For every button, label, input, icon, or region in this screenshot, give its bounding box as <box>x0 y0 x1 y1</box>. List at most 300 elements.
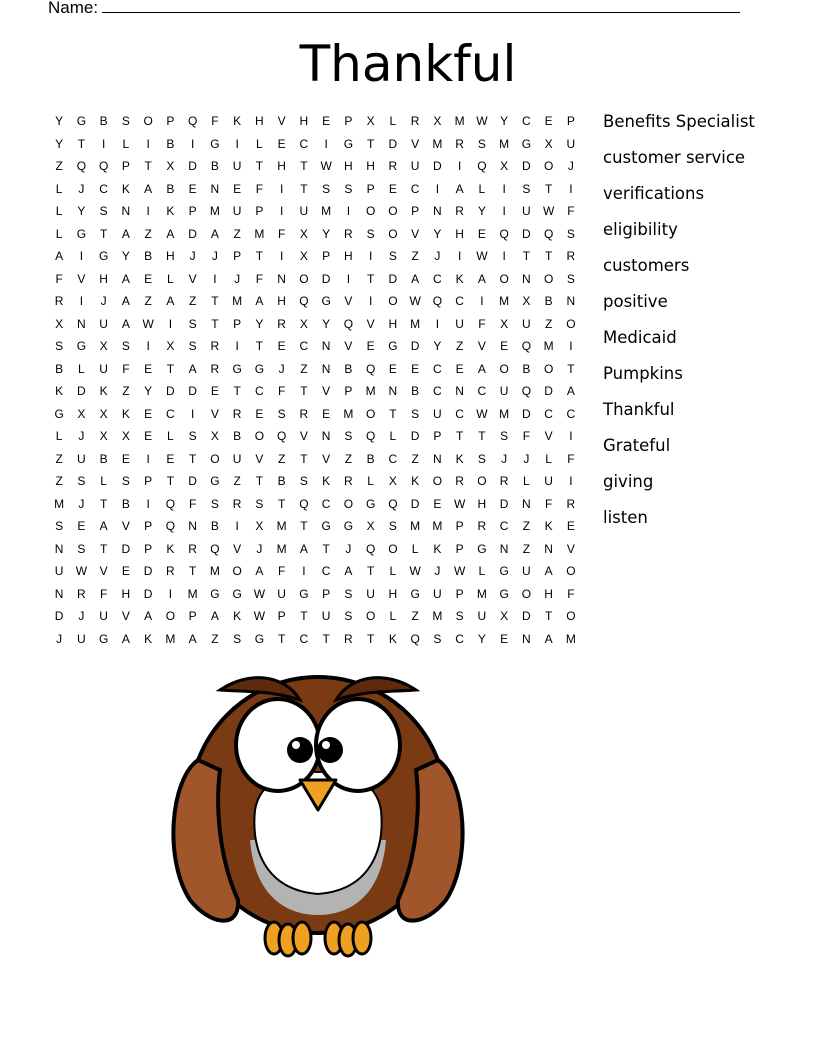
grid-letter: B <box>166 136 175 151</box>
grid-letter: P <box>188 609 197 623</box>
grid-letter: O <box>566 316 576 331</box>
grid-letter: R <box>344 474 353 488</box>
grid-letter: S <box>477 451 486 466</box>
grid-letter: T <box>300 159 308 173</box>
grid-letter: O <box>365 406 376 421</box>
grid-letter: Y <box>144 384 153 398</box>
grid-letter: G <box>299 586 309 601</box>
grid-letter: O <box>477 474 487 488</box>
grid-letter: A <box>121 631 130 646</box>
grid-letter: Z <box>55 474 63 488</box>
grid-letter: C <box>410 181 420 196</box>
grid-letter: B <box>99 114 108 128</box>
grid-letter: K <box>121 181 130 196</box>
grid-letter: B <box>522 361 531 376</box>
grid-letter: C <box>166 406 175 421</box>
grid-letter: O <box>543 361 554 376</box>
grid-letter: F <box>567 451 575 466</box>
grid-letter: R <box>232 496 242 511</box>
grid-letter: L <box>367 474 374 488</box>
grid-letter: N <box>388 384 398 398</box>
grid-letter: B <box>121 496 130 511</box>
grid-letter: U <box>522 204 531 218</box>
grid-letter: S <box>121 114 130 128</box>
grid-letter: R <box>232 406 242 421</box>
word-list-item: listen <box>603 508 648 527</box>
grid-letter: P <box>322 249 331 263</box>
grid-letter: T <box>166 474 175 488</box>
grid-letter: T <box>322 631 330 646</box>
grid-letter: U <box>522 316 531 331</box>
grid-letter: E <box>366 339 375 353</box>
grid-letter: N <box>566 294 576 308</box>
grid-letter: F <box>567 204 575 218</box>
grid-letter: R <box>344 226 353 241</box>
grid-letter: I <box>190 136 195 151</box>
grid-letter: N <box>121 204 131 218</box>
grid-letter: L <box>389 429 397 443</box>
grid-letter: C <box>433 271 442 286</box>
grid-letter: T <box>166 361 175 376</box>
grid-letter: F <box>567 586 575 601</box>
grid-letter: D <box>54 609 64 623</box>
grid-letter: N <box>321 429 331 443</box>
grid-letter: Q <box>98 159 109 173</box>
grid-letter: P <box>188 204 197 218</box>
grid-letter: S <box>210 496 219 511</box>
grid-letter: S <box>388 519 397 533</box>
grid-letter: S <box>277 406 286 421</box>
name-field <box>48 0 740 19</box>
grid-letter: U <box>277 586 286 601</box>
grid-letter: V <box>77 271 86 286</box>
grid-letter: E <box>388 181 397 196</box>
grid-letter: V <box>322 384 331 398</box>
grid-letter: F <box>255 181 264 196</box>
grid-letter: R <box>388 159 398 173</box>
grid-letter: I <box>146 204 150 218</box>
grid-letter: V <box>344 294 353 308</box>
grid-letter: O <box>432 474 443 488</box>
grid-letter: D <box>410 339 420 353</box>
grid-letter: J <box>78 496 85 511</box>
grid-letter: Y <box>477 631 486 646</box>
grid-letter: G <box>54 406 64 421</box>
grid-letter: C <box>255 384 264 398</box>
grid-letter: F <box>122 361 130 376</box>
grid-letter: B <box>366 451 375 466</box>
grid-letter: D <box>388 271 398 286</box>
grid-letter: U <box>232 159 242 173</box>
grid-letter: S <box>344 181 353 196</box>
grid-letter: C <box>299 339 309 353</box>
grid-letter: V <box>99 564 108 578</box>
grid-letter: X <box>55 316 64 331</box>
grid-letter: G <box>98 631 109 646</box>
grid-letter: T <box>233 384 241 398</box>
grid-letter: C <box>455 294 464 308</box>
grid-letter: C <box>455 631 464 646</box>
grid-letter: A <box>255 564 264 578</box>
grid-letter: Q <box>365 541 376 556</box>
grid-letter: F <box>99 586 108 601</box>
grid-letter: E <box>566 519 575 533</box>
grid-letter: M <box>410 519 421 533</box>
grid-letter: Y <box>500 114 509 128</box>
grid-letter: L <box>523 474 530 488</box>
grid-letter: N <box>321 361 331 376</box>
grid-letter: L <box>55 181 63 196</box>
grid-letter: I <box>569 474 573 488</box>
grid-letter: P <box>566 114 575 128</box>
grid-letter: K <box>233 114 242 128</box>
grid-letter: K <box>433 541 442 556</box>
word-list-item: giving <box>603 472 654 491</box>
grid-letter: T <box>99 541 108 556</box>
grid-letter: G <box>388 339 398 353</box>
grid-letter: I <box>457 159 462 173</box>
grid-letter: A <box>255 294 264 308</box>
grid-letter: V <box>544 429 553 443</box>
grid-letter: D <box>522 226 531 241</box>
grid-letter: P <box>344 114 353 128</box>
grid-letter: M <box>432 136 443 151</box>
grid-letter: K <box>411 474 420 488</box>
grid-letter: M <box>232 294 243 308</box>
grid-letter: K <box>455 451 464 466</box>
owl-right-foot <box>325 922 371 956</box>
grid-letter: W <box>75 564 88 578</box>
grid-letter: N <box>433 451 442 466</box>
grid-letter: Q <box>299 496 309 511</box>
grid-letter: N <box>455 384 464 398</box>
grid-letter: X <box>388 474 397 488</box>
grid-letter: H <box>99 271 108 286</box>
grid-letter: M <box>343 406 354 421</box>
grid-letter: A <box>544 631 553 646</box>
grid-letter: S <box>255 496 264 511</box>
grid-letter: L <box>478 564 486 578</box>
grid-letter: U <box>366 586 375 601</box>
grid-letter: F <box>522 429 531 443</box>
grid-letter: C <box>499 519 509 533</box>
grid-letter: F <box>55 271 63 286</box>
grid-letter: I <box>146 339 150 353</box>
grid-letter: I <box>79 294 84 308</box>
grid-letter: A <box>188 361 197 376</box>
grid-letter: J <box>523 451 530 466</box>
grid-letter: C <box>433 361 442 376</box>
grid-letter: R <box>455 474 464 488</box>
grid-letter: R <box>210 361 220 376</box>
grid-letter: G <box>254 631 265 646</box>
grid-letter: D <box>77 384 86 398</box>
grid-letter: C <box>455 406 464 421</box>
grid-letter: W <box>453 496 466 511</box>
grid-letter: I <box>146 451 150 466</box>
grid-letter: E <box>433 496 442 511</box>
grid-letter: T <box>277 631 286 646</box>
grid-letter: Z <box>411 609 419 623</box>
grid-letter: S <box>322 181 331 196</box>
grid-letter: W <box>476 406 488 421</box>
grid-letter: I <box>368 294 373 308</box>
grid-letter: E <box>322 114 331 128</box>
grid-letter: T <box>366 631 375 646</box>
grid-letter: T <box>478 429 486 443</box>
grid-letter: X <box>99 429 108 443</box>
grid-row <box>48 223 582 246</box>
grid-row <box>48 493 582 516</box>
grid-letter: T <box>188 564 197 578</box>
grid-letter: D <box>433 159 442 173</box>
grid-letter: V <box>277 114 286 128</box>
grid-letter: L <box>389 564 397 578</box>
grid-letter: Y <box>322 316 331 331</box>
grid-letter: I <box>569 339 573 353</box>
grid-letter: D <box>321 271 331 286</box>
grid-letter: N <box>433 204 442 218</box>
grid-letter: G <box>254 361 265 376</box>
grid-row <box>48 290 582 313</box>
grid-letter: T <box>255 339 264 353</box>
grid-letter: T <box>322 541 330 556</box>
grid-letter: I <box>279 204 284 218</box>
grid-letter: U <box>410 159 420 173</box>
grid-letter: X <box>299 249 308 263</box>
grid-letter: G <box>343 519 354 533</box>
grid-letter: W <box>253 609 266 623</box>
grid-letter: L <box>122 136 130 151</box>
grid-letter: H <box>299 114 309 128</box>
grid-letter: P <box>277 609 286 623</box>
grid-letter: K <box>233 609 242 623</box>
grid-letter: P <box>144 474 153 488</box>
grid-letter: L <box>167 429 174 443</box>
grid-letter: X <box>99 339 108 353</box>
grid-row <box>48 403 582 426</box>
grid-letter: M <box>254 226 265 241</box>
grid-letter: L <box>55 429 63 443</box>
grid-letter: X <box>121 429 130 443</box>
grid-letter: A <box>210 226 219 241</box>
grid-letter: Q <box>365 429 376 443</box>
grid-letter: C <box>544 406 553 421</box>
grid-letter: Q <box>76 159 87 173</box>
grid-letter: I <box>435 181 440 196</box>
grid-letter: U <box>433 586 442 601</box>
grid-letter: W <box>409 294 421 308</box>
grid-letter: A <box>144 181 153 196</box>
grid-letter: I <box>502 249 506 263</box>
grid-letter: F <box>478 316 486 331</box>
owl-left-eye-glint <box>292 741 300 749</box>
grid-letter: B <box>411 384 420 398</box>
grid-letter: R <box>455 204 464 218</box>
grid-letter: T <box>366 564 375 578</box>
grid-letter: O <box>543 271 554 286</box>
grid-letter: N <box>54 541 64 556</box>
grid-letter: U <box>232 204 242 218</box>
grid-letter: Y <box>55 136 64 151</box>
grid-letter: G <box>76 226 87 241</box>
grid-letter: L <box>55 226 63 241</box>
grid-letter: G <box>76 114 87 128</box>
grid-letter: I <box>569 429 573 443</box>
grid-letter: I <box>79 249 84 263</box>
grid-letter: N <box>499 541 509 556</box>
grid-letter: A <box>166 226 175 241</box>
grid-letter: Y <box>322 226 331 241</box>
grid-letter: G <box>210 474 220 488</box>
grid-letter: V <box>322 451 331 466</box>
grid-letter: X <box>500 316 509 331</box>
grid-letter: O <box>210 451 220 466</box>
grid-letter: Y <box>77 204 86 218</box>
grid-letter: O <box>143 114 153 128</box>
grid-letter: O <box>365 609 376 623</box>
grid-letter: B <box>277 474 286 488</box>
grid-letter: G <box>98 249 109 263</box>
grid-letter: O <box>388 226 398 241</box>
grid-letter: A <box>344 564 353 578</box>
grid-letter: S <box>388 249 397 263</box>
grid-letter: D <box>188 474 197 488</box>
name-blank-line <box>102 0 740 13</box>
grid-letter: D <box>188 226 197 241</box>
grid-letter: W <box>409 564 421 578</box>
grid-letter: R <box>166 564 175 578</box>
grid-letter: Q <box>165 519 176 533</box>
grid-letter: W <box>453 564 466 578</box>
grid-letter: T <box>544 181 553 196</box>
grid-row <box>48 178 582 201</box>
grid-letter: G <box>343 136 354 151</box>
grid-letter: P <box>144 541 153 556</box>
grid-letter: M <box>432 519 443 533</box>
grid-letter: C <box>321 496 331 511</box>
grid-letter: M <box>565 631 576 646</box>
grid-letter: C <box>477 384 487 398</box>
grid-letter: Z <box>522 519 531 533</box>
grid-letter: T <box>300 181 308 196</box>
grid-letter: J <box>100 294 107 308</box>
word-list-item: eligibility <box>603 220 678 239</box>
grid-letter: N <box>277 271 286 286</box>
grid-letter: G <box>499 564 509 578</box>
grid-letter: Q <box>477 159 487 173</box>
grid-letter: C <box>566 406 576 421</box>
grid-letter: O <box>299 271 309 286</box>
grid-letter: C <box>321 564 331 578</box>
grid-letter: E <box>144 361 153 376</box>
grid-letter: V <box>411 226 420 241</box>
grid-letter: N <box>188 519 197 533</box>
grid-letter: O <box>254 429 265 443</box>
grid-letter: T <box>99 496 108 511</box>
grid-letter: S <box>299 474 308 488</box>
grid-letter: J <box>256 541 263 556</box>
grid-letter: G <box>365 496 376 511</box>
grid-letter: X <box>299 316 308 331</box>
grid-letter: O <box>165 609 176 623</box>
grid-letter: E <box>388 361 397 376</box>
grid-letter: I <box>235 519 239 533</box>
grid-letter: D <box>522 159 531 173</box>
grid-letter: X <box>166 159 175 173</box>
grid-row <box>48 313 582 336</box>
grid-letter: H <box>277 159 286 173</box>
grid-letter: W <box>542 204 555 218</box>
name-label: Name: <box>48 0 99 17</box>
grid-letter: R <box>188 541 197 556</box>
grid-letter: Z <box>211 631 219 646</box>
grid-row <box>48 200 582 223</box>
grid-letter: E <box>255 406 264 421</box>
grid-letter: I <box>168 316 173 331</box>
grid-letter: E <box>121 451 130 466</box>
grid-letter: Q <box>165 496 176 511</box>
grid-letter: C <box>388 451 398 466</box>
grid-letter: A <box>455 181 464 196</box>
grid-letter: D <box>188 159 197 173</box>
grid-letter: A <box>121 271 130 286</box>
grid-letter: F <box>188 496 197 511</box>
grid-letter: X <box>500 159 509 173</box>
grid-letter: F <box>277 384 286 398</box>
grid-letter: P <box>233 249 242 263</box>
grid-letter: C <box>299 631 309 646</box>
grid-letter: S <box>344 429 353 443</box>
grid-letter: D <box>166 384 175 398</box>
grid-letter: L <box>545 451 552 466</box>
grid-letter: U <box>321 609 331 623</box>
grid-letter: Z <box>300 361 308 376</box>
grid-letter: X <box>210 429 219 443</box>
grid-letter: N <box>522 271 531 286</box>
grid-letter: V <box>411 136 420 151</box>
grid-letter: X <box>255 519 264 533</box>
grid-letter: T <box>144 159 152 173</box>
word-list <box>603 110 755 542</box>
grid-letter: R <box>566 249 576 263</box>
grid-letter: U <box>544 474 553 488</box>
grid-letter: M <box>187 586 198 601</box>
grid-letter: Q <box>276 429 287 443</box>
grid-letter: G <box>232 586 242 601</box>
grid-letter: B <box>544 294 553 308</box>
grid-letter: T <box>255 159 264 173</box>
grid-letter: X <box>544 136 553 151</box>
grid-letter: E <box>455 361 464 376</box>
grid-letter: B <box>99 451 108 466</box>
grid-letter: G <box>321 294 331 308</box>
grid-letter: F <box>277 226 286 241</box>
grid-letter: S <box>77 541 86 556</box>
grid-letter: I <box>279 181 284 196</box>
grid-letter: Z <box>55 159 63 173</box>
grid-letter: V <box>210 406 219 421</box>
grid-row <box>48 605 582 628</box>
grid-letter: R <box>299 406 309 421</box>
grid-letter: S <box>188 316 197 331</box>
grid-letter: B <box>344 361 353 376</box>
grid-letter: M <box>543 339 554 353</box>
grid-letter: A <box>188 631 197 646</box>
grid-letter: S <box>566 271 575 286</box>
grid-letter: U <box>77 631 86 646</box>
grid-letter: D <box>143 586 153 601</box>
